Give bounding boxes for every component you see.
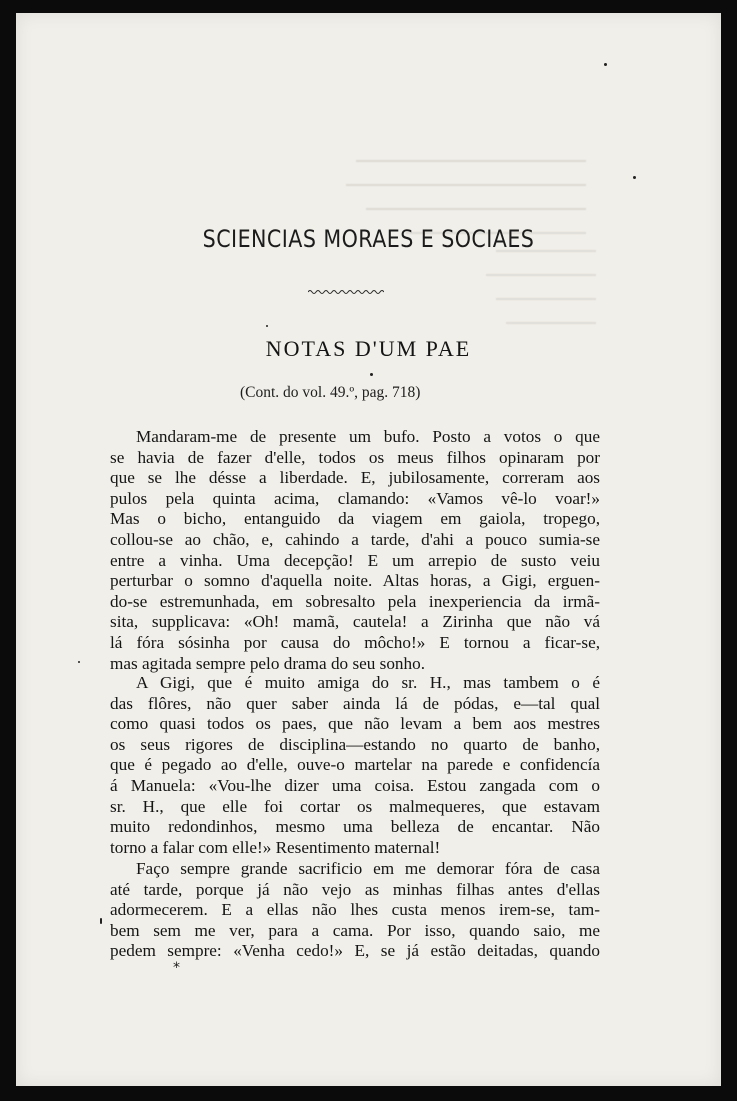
paragraph-line: como quasi todos os paes, que não levam a bem aos mestres: [110, 714, 600, 734]
scan-speck: [100, 918, 102, 924]
paragraph-line: que é pegado ao d'elle, ouve-o martelar na parede e confidencía: [110, 755, 600, 775]
scan-speck: [633, 176, 636, 179]
paragraph-line: se havia de fazer d'elle, todos os meus filhos opinaram por: [110, 447, 600, 467]
paragraph-line: torno a falar com elle!» Resentimento maternal!: [110, 837, 441, 857]
paragraph-line: collou-se ao chão, e, cahindo a tarde, d'ahi a pouco sumia-se: [110, 529, 600, 549]
paragraph-line: pulos pela quinta acima, clamando: «Vamos vê-lo voar!»: [110, 488, 600, 508]
paragraph-line: Mas o bicho, entanguido da viagem em gaiola, tropego,: [110, 509, 600, 529]
article-title: NOTAS D'UM PAE: [265, 336, 472, 361]
paragraph-line: bem sem me ver, para a cama. Por isso, quando saio, me: [110, 920, 600, 940]
paragraph-line: Mandaram-me de presente um bufo. Posto a votos o que: [136, 427, 600, 446]
title-dot: [370, 373, 373, 376]
show-through-texture: [346, 138, 586, 234]
section-title: SCIENCIAS MORAES E SOCIAES: [202, 225, 535, 253]
paragraph-line: pedem sempre: «Venha cedo!» E, se já estão deitadas, quando: [110, 941, 600, 961]
ornament-divider: [308, 289, 384, 295]
paragraph-line: sr. H., que elle foi cortar os malmequeres, que estavam: [110, 796, 600, 816]
paragraph-line: das flôres, não quer saber ainda lá de pódas, e—tal qual: [110, 693, 600, 713]
paragraph-3: [110, 859, 600, 962]
paragraph-line: sita, supplicava: «Oh! mamã, cautela! a Zirinha que não vá: [110, 612, 600, 632]
paragraph-line: muito redondinhos, mesmo uma belleza de encantar. Não: [110, 817, 600, 837]
paragraph-1: [110, 427, 600, 674]
paragraph-line: mas agitada sempre pelo drama do seu sonho.: [110, 653, 426, 673]
paragraph-line: adormecerem. E a ellas não lhes custa menos irem-se, tam-: [110, 900, 600, 920]
document-page: [16, 13, 721, 1086]
paragraph-2: [110, 673, 600, 858]
scan-speck: [604, 63, 607, 66]
footer-mark: *: [173, 960, 180, 976]
paragraph-line: os seus rigores de disciplina—estando no quarto de banho,: [110, 734, 600, 754]
paragraph-line: que se lhe désse a liberdade. E, jubilosamente, correram aos: [110, 468, 600, 488]
scan-speck: [266, 325, 268, 327]
paragraph-line: perturbar o somno d'aquella noite. Altas horas, a Gigi, erguen-: [110, 571, 600, 591]
paragraph-line: até tarde, porque já não vejo as minhas filhas antes d'ellas: [110, 879, 600, 899]
paragraph-line: do-se estremunhada, em sobresalto pela inexperiencia da irmã-: [110, 591, 600, 611]
article-subtitle: (Cont. do vol. 49.º, pag. 718): [240, 384, 421, 401]
paragraph-line: á Manuela: «Vou-lhe dizer uma coisa. Estou zangada com o: [110, 775, 600, 795]
paragraph-line: A Gigi, que é muito amiga do sr. H., mas tambem o é: [136, 673, 600, 692]
paragraph-line: lá fóra sósinha por causa do môcho!» E tornou a ficar-se,: [110, 632, 600, 652]
paragraph-line: Faço sempre grande sacrificio em me demorar fóra de casa: [136, 859, 600, 878]
paragraph-line: entre a vinha. Uma decepção! E um arrepio de susto veiu: [110, 550, 600, 570]
scan-speck: [78, 661, 80, 663]
